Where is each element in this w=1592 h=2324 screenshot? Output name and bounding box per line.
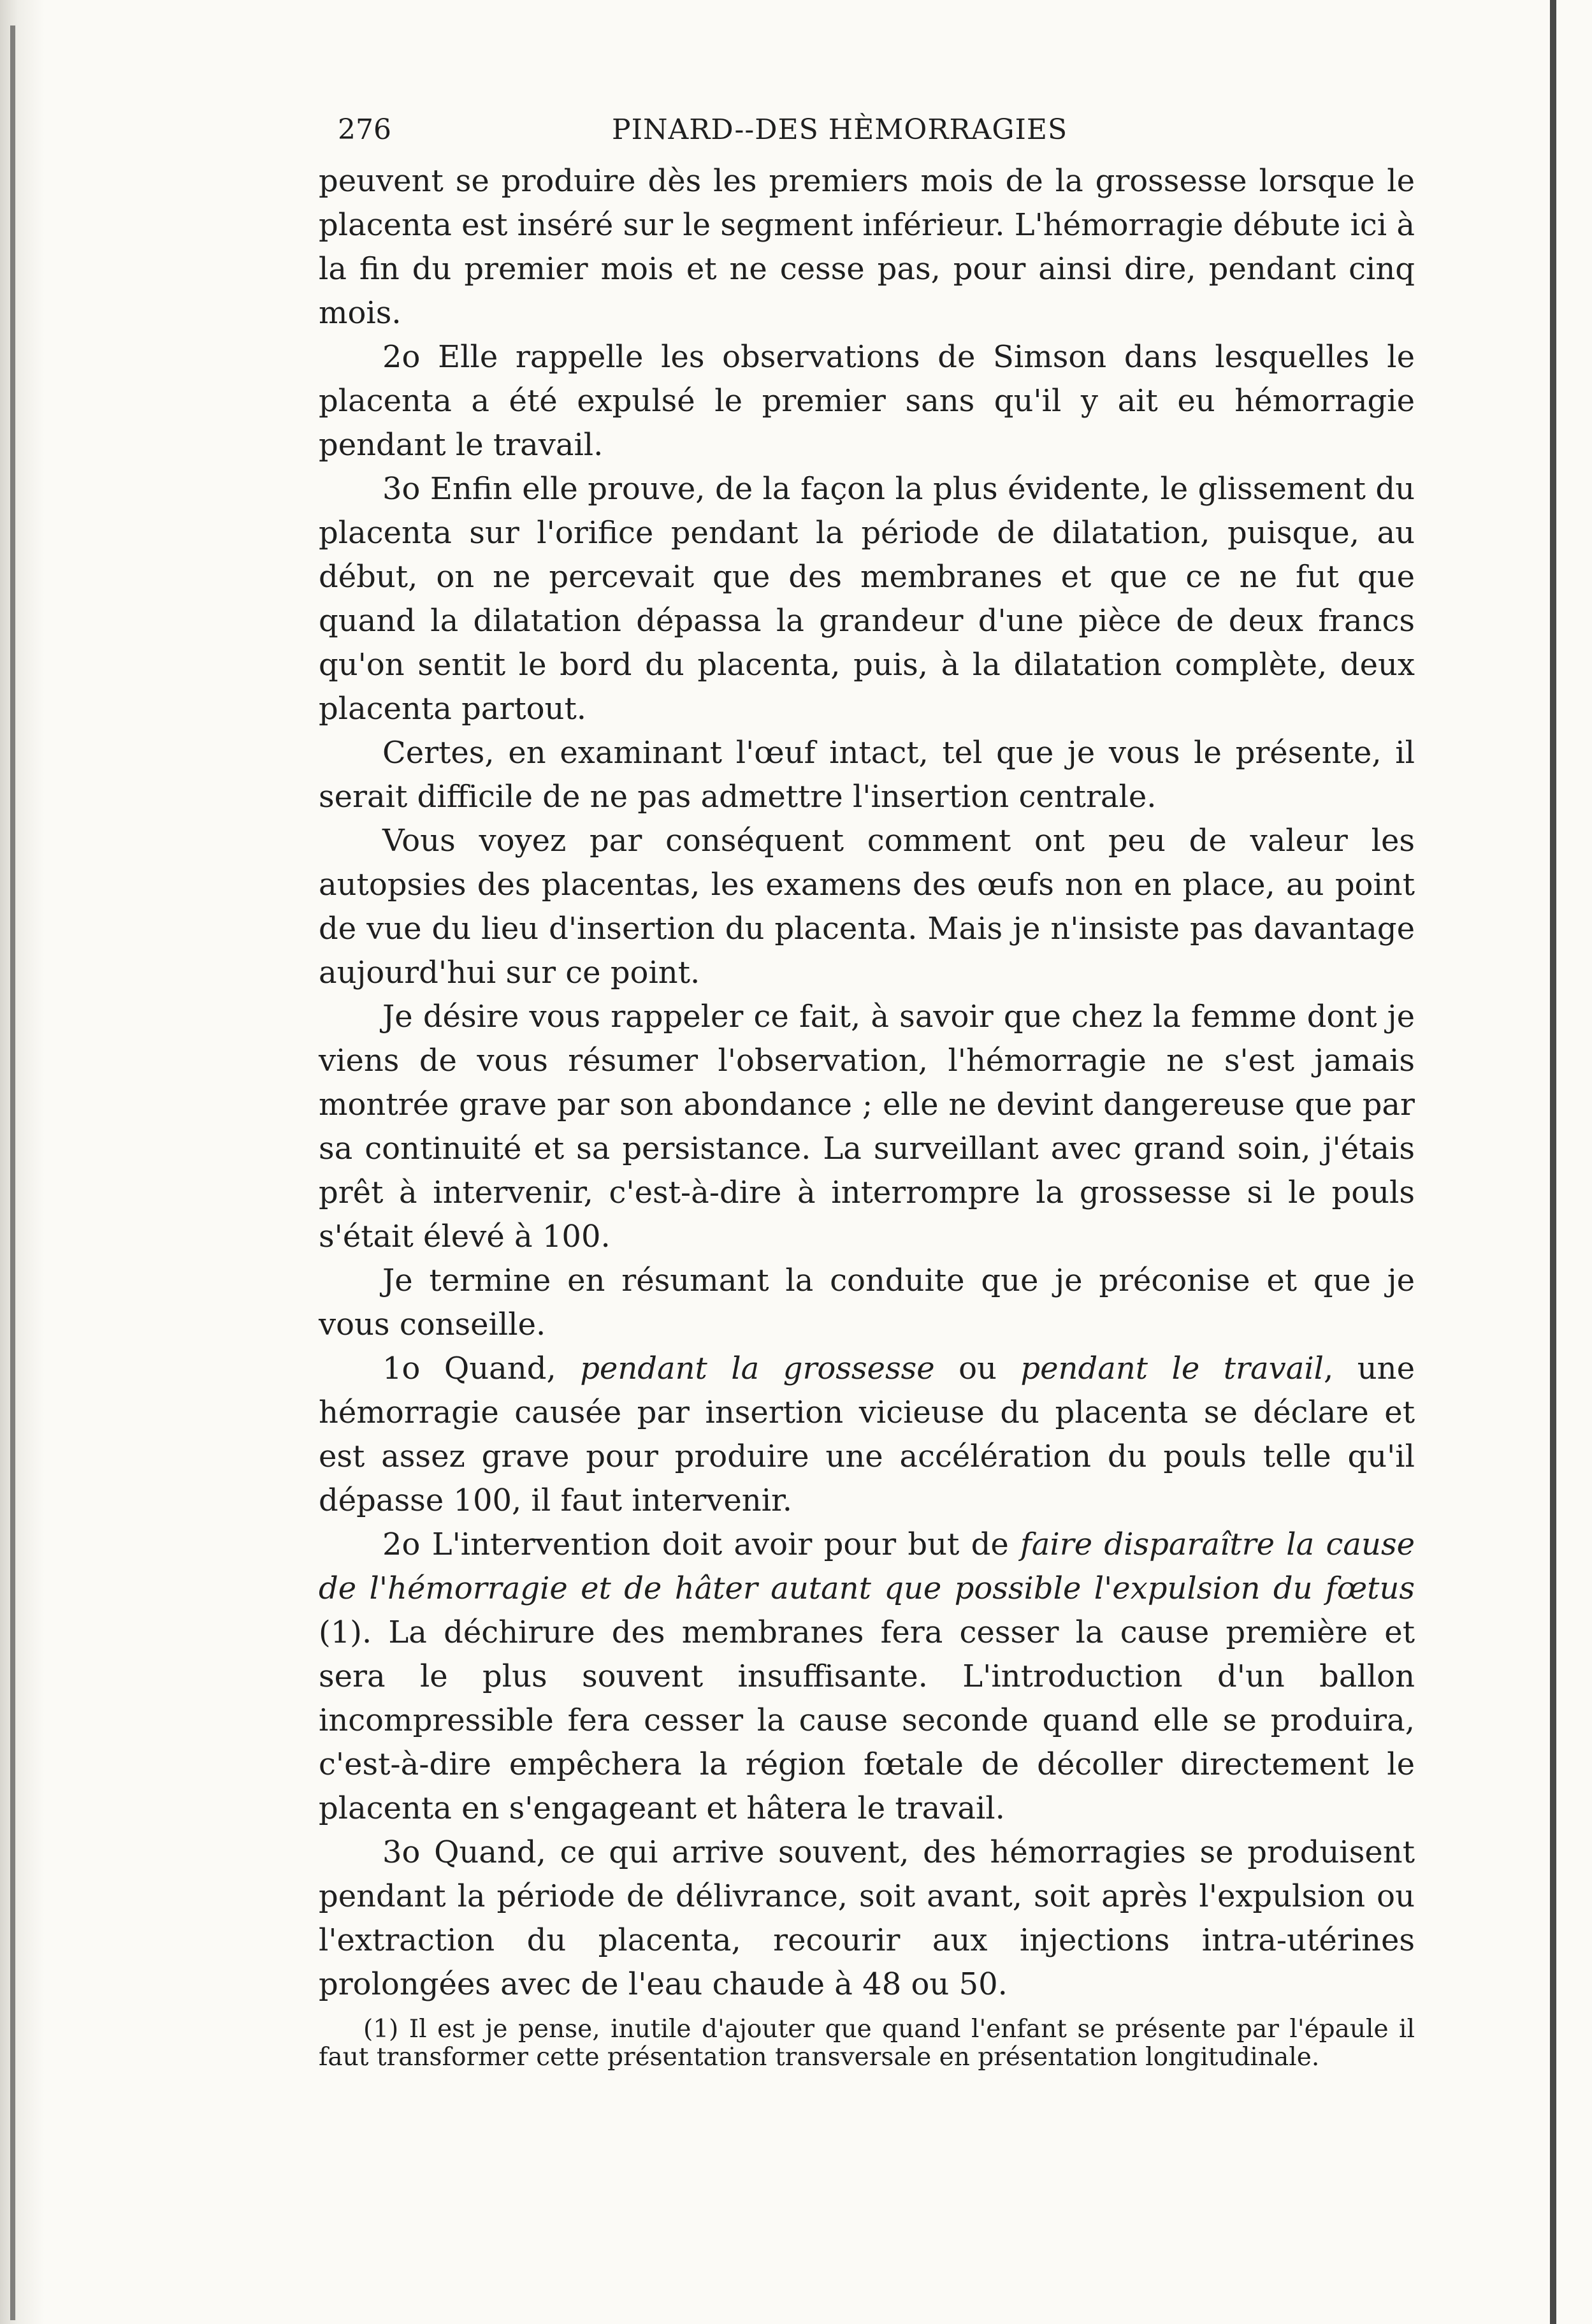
running-head: PINARD--DES HÈMORRAGIES	[612, 113, 1068, 146]
paragraph-3: 3o Enfin elle prouve, de la façon la plus évidente, le glissement du placenta sur l'orifice pendant la période de dilatation, puisque, au début, on ne percevait que des membranes et que ce ne fut que quand la dilatation dépassa la grandeur d'une pièce de deux francs qu'on sentit le bord du placenta, puis, à la dilatation complète, deux placenta partout.	[319, 471, 1415, 727]
paragraph-8	[319, 1347, 1415, 1523]
text-run: ou	[934, 1351, 1021, 1386]
italic-run: faire disparaître la cause de l'hémorragie et de hâter autant que possible l'expulsion du fœtus	[319, 1527, 1415, 1606]
paragraph-1: peuvent se produire dès les premiers mois de la grossesse lorsque le placenta est inséré sur le segment inférieur. L'hémorragie débute ici à la fin du premier mois et ne cesse pas, pour ainsi dire, pendant cinq mois.	[319, 163, 1415, 331]
scan-right-edge	[1550, 0, 1556, 2324]
footnote	[319, 2015, 1415, 2072]
italic-run: pendant la grossesse	[580, 1351, 935, 1386]
body-text	[319, 159, 1415, 2007]
paragraph-7: Je termine en résumant la conduite que je préconise et que je vous conseille.	[319, 1263, 1415, 1342]
paragraph-10: 3o Quand, ce qui arrive souvent, des hémorragies se produisent pendant la période de délivrance, soit avant, soit après l'expulsion ou l'extraction du placenta, recourir aux injections intra-utérines prolongées avec de l'eau chaude à 48 ou 50.	[319, 1834, 1415, 2002]
italic-run: pendant le travail	[1020, 1351, 1324, 1386]
text-run: 1o Quand,	[382, 1351, 581, 1386]
scan-left-edge	[0, 0, 45, 2324]
paragraph-2: 2o Elle rappelle les observations de Simson dans lesquelles le placenta a été expulsé le premier sans qu'il y ait eu hémorragie pendant le travail.	[319, 339, 1415, 463]
scan-binding-shadow	[10, 25, 15, 2320]
text-run: 2o L'intervention doit avoir pour but de	[382, 1527, 1021, 1562]
text-run: (1). La déchirure des membranes fera cesser la cause première et sera le plus souvent insuffisante. L'introduction d'un ballon incompressible fera cesser la cause seconde quand elle se produira, c'est-à-dire empêchera la région fœtale de décoller directement le placenta en s'engageant et hâtera le travail.	[319, 1615, 1415, 1826]
paragraph-9	[319, 1523, 1415, 1831]
paragraph-6: Je désire vous rappeler ce fait, à savoir que chez la femme dont je viens de vous résumer l'observation, l'hémorragie ne s'est jamais montrée grave par son abondance ; elle ne devint dangereuse que par sa continuité et sa persistance. La surveillant avec grand soin, j'étais prêt à intervenir, c'est-à-dire à interrompre la grossesse si le pouls s'était élevé à 100.	[319, 999, 1415, 1254]
paragraph-4: Certes, en examinant l'œuf intact, tel que je vous le présente, il serait difficile de ne pas admettre l'insertion centrale.	[319, 735, 1415, 815]
text-run: , une hémorragie causée par insertion vicieuse du placenta se déclare et est assez grave pour produire une accélération du pouls telle qu'il dépasse 100, il faut intervenir.	[319, 1351, 1415, 1518]
page-header	[319, 108, 1415, 159]
footnote-text: (1) Il est je pense, inutile d'ajouter que quand l'enfant se présente par l'épaule il faut transformer cette présentation transversale en présentation longitudinale.	[319, 2015, 1415, 2072]
book-page	[319, 108, 1415, 2072]
page-number: 276	[338, 113, 391, 146]
paragraph-5: Vous voyez par conséquent comment ont peu de valeur les autopsies des placentas, les examens des œufs non en place, au point de vue du lieu d'insertion du placenta. Mais je n'insiste pas davantage aujourd'hui sur ce point.	[319, 823, 1415, 991]
